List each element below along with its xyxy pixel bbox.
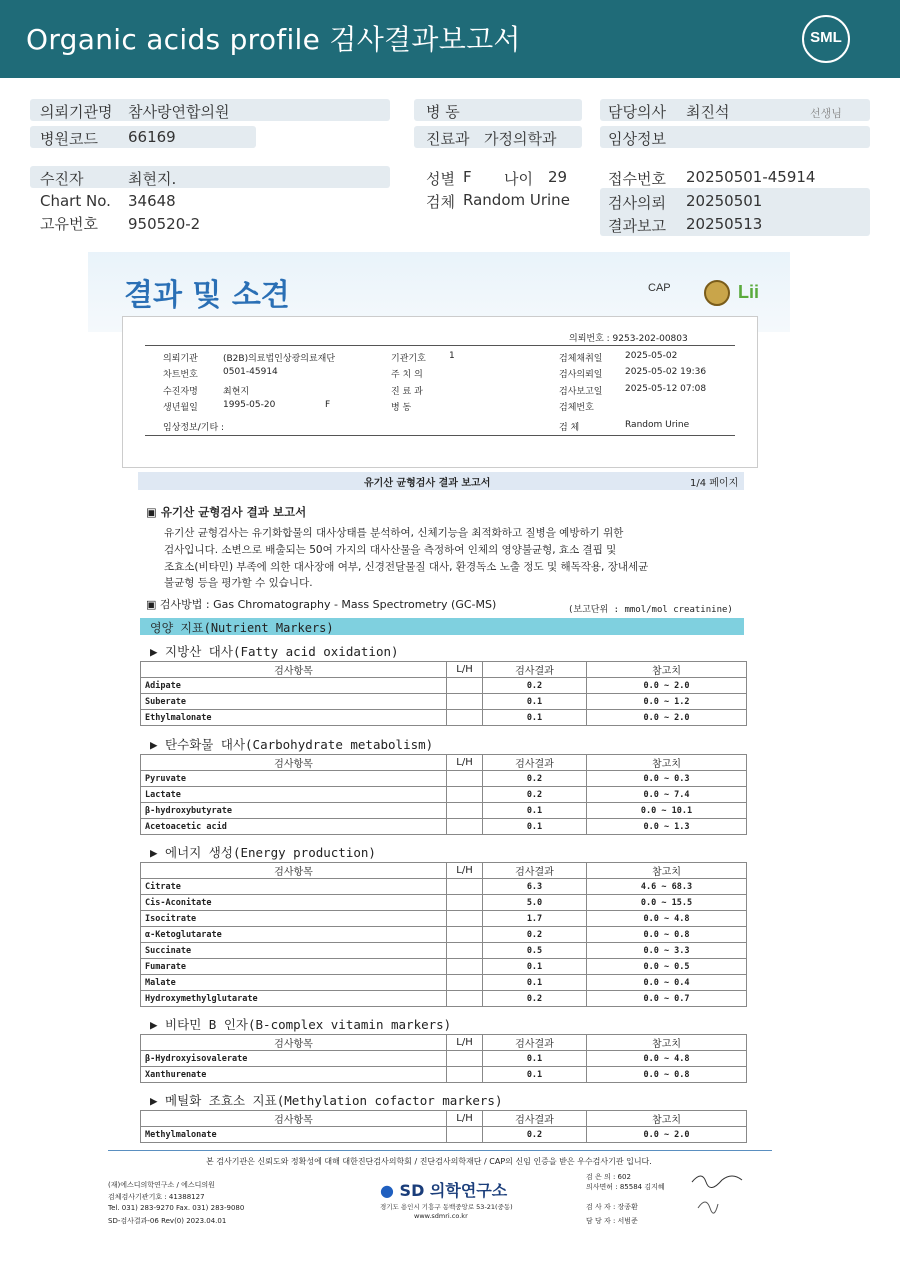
result-value: 0.1: [483, 819, 587, 835]
doctor-label: 담당의사: [608, 103, 666, 121]
reference-range: 0.0 ~ 2.0: [587, 710, 747, 726]
lh-flag: [447, 959, 483, 975]
reference-range: 0.0 ~ 4.8: [587, 911, 747, 927]
lh-flag: [447, 991, 483, 1007]
group-title: ▶ 에너지 생성(Energy production): [150, 845, 376, 860]
doctor-value: 최진석: [686, 103, 730, 121]
lh-flag: [447, 879, 483, 895]
cover-r2-1: 0501-45914: [223, 367, 278, 377]
footer-right: 검 사 자 : 장종환: [586, 1203, 638, 1211]
column-header: 검사결과: [483, 863, 587, 879]
lh-flag: [447, 1127, 483, 1143]
table-row: [141, 991, 747, 1007]
result-value: 0.2: [483, 787, 587, 803]
lh-flag: [447, 787, 483, 803]
table-row: [141, 879, 747, 895]
page-title-bar: [138, 472, 744, 490]
group-title: ▶ 메틸화 조효소 지표(Methylation cofactor markers): [150, 1093, 503, 1108]
reference-range: 0.0 ~ 0.8: [587, 927, 747, 943]
reference-range: 0.0 ~ 10.1: [587, 803, 747, 819]
item-name: Suberate: [141, 694, 447, 710]
age-value: 29: [548, 168, 568, 186]
report-page-title: 유기산 균형검사 결과 보고서: [364, 478, 491, 489]
reference-range: 0.0 ~ 0.3: [587, 771, 747, 787]
lh-flag: [447, 975, 483, 991]
column-header: 검사결과: [483, 662, 587, 678]
table-row: [141, 1051, 747, 1067]
clinical-label: 임상정보: [608, 130, 666, 148]
column-header: L/H: [447, 755, 483, 771]
column-header: L/H: [447, 863, 483, 879]
sex-label: 성별: [426, 170, 455, 188]
unit: (보고단위 : mmol/mol creatinine): [568, 605, 733, 615]
request-label: 검사의뢰: [608, 194, 666, 212]
table-row: [141, 927, 747, 943]
cover-r5-2: Random Urine: [625, 420, 690, 430]
result-value: 0.1: [483, 1067, 587, 1083]
table-row: [141, 975, 747, 991]
cover-line: [145, 345, 735, 346]
cover-r3-5: 2025-05-12 07:08: [625, 384, 707, 394]
result-table: [140, 661, 747, 726]
cover-r5-0: 임상정보/기타 :: [163, 423, 225, 433]
result-table: [140, 754, 747, 835]
result-value: 1.7: [483, 911, 587, 927]
lh-flag: [447, 1067, 483, 1083]
cover-line: [145, 435, 735, 436]
result-value: 0.2: [483, 1127, 587, 1143]
result-value: 0.1: [483, 1051, 587, 1067]
patient-row-bg: [30, 166, 390, 188]
result-value: 0.2: [483, 678, 587, 694]
result-value: 0.1: [483, 710, 587, 726]
cap-logo-icon: CAP: [648, 282, 671, 294]
item-name: Ethylmalonate: [141, 710, 447, 726]
cover-r4-5: 검체번호: [559, 403, 594, 413]
result-value: 0.1: [483, 803, 587, 819]
cover-r4-0: 생년월일: [163, 403, 198, 413]
column-header: L/H: [447, 662, 483, 678]
column-header: 검사항목: [141, 662, 447, 678]
group-title: ▶ 비타민 B 인자(B-complex vitamin markers): [150, 1017, 452, 1032]
patient-label: 수진자: [40, 170, 84, 188]
cover-r5-1: 검 체: [559, 423, 580, 433]
sex-value: F: [463, 168, 472, 186]
cover-r1-1: (B2B)의료법인상광의료재단: [223, 354, 336, 364]
table-row: [141, 710, 747, 726]
table-row: [141, 911, 747, 927]
result-value: 0.1: [483, 959, 587, 975]
cover-r1-3: 1: [449, 351, 455, 361]
chart-label: Chart No.: [40, 192, 111, 210]
result-value: 0.2: [483, 927, 587, 943]
lh-flag: [447, 803, 483, 819]
column-header: 참고치: [587, 1111, 747, 1127]
column-header: 검사결과: [483, 755, 587, 771]
lh-flag: [447, 694, 483, 710]
lh-flag: [447, 927, 483, 943]
cover-r3-4: 검사보고일: [559, 387, 603, 397]
result-table: [140, 1110, 747, 1143]
group-title: ▶ 지방산 대사(Fatty acid oxidation): [150, 644, 399, 659]
column-header: 참고치: [587, 755, 747, 771]
request-value: 20250501: [686, 192, 763, 210]
intro-line: 검사입니다. 소변으로 배출되는 50여 가지의 대사산물을 측정하여 인체의 영양불균형, 효소 결핍 및: [164, 544, 617, 556]
table-row: [141, 895, 747, 911]
receipt-value: 20250501-45914: [686, 168, 816, 186]
specimen-label: 검체: [426, 193, 455, 211]
footer-right: 검 은 의 : 602: [586, 1173, 631, 1181]
footer-left: Tel. 031) 283-9270 Fax. 031) 283-9080: [108, 1204, 245, 1212]
institution-value: 참사랑연합의원: [128, 103, 230, 121]
logo-text: SML: [810, 29, 842, 46]
lh-flag: [447, 771, 483, 787]
cover-r3-1: 최현지: [223, 387, 250, 397]
section-nutrient: 영양 지표(Nutrient Markers): [140, 618, 744, 635]
item-name: α-Ketoglutarate: [141, 927, 447, 943]
cover-info-box: [122, 316, 758, 468]
report-image: [88, 252, 790, 1264]
reference-range: 0.0 ~ 0.8: [587, 1067, 747, 1083]
column-header: 참고치: [587, 863, 747, 879]
method: ▣ 검사방법 : Gas Chromatography - Mass Spectrometry (GC-MS): [146, 598, 497, 611]
column-header: 검사항목: [141, 1111, 447, 1127]
result-value: 5.0: [483, 895, 587, 911]
cover-r1-2: 기관기호: [391, 354, 426, 364]
reference-range: 0.0 ~ 3.3: [587, 943, 747, 959]
table-row: [141, 771, 747, 787]
cover-r2-4: 검사의뢰일: [559, 370, 603, 380]
result-value: 0.2: [483, 991, 587, 1007]
dept-label: 진료과: [426, 130, 470, 148]
column-header: 참고치: [587, 662, 747, 678]
table-row: [141, 787, 747, 803]
column-header: 검사항목: [141, 1035, 447, 1051]
column-header: 검사항목: [141, 863, 447, 879]
result-table: [140, 1034, 747, 1083]
hospital-code-value: 66169: [128, 128, 176, 146]
footer-right: 의사면허 : 85584 김지혜: [586, 1183, 665, 1191]
reference-range: 0.0 ~ 0.7: [587, 991, 747, 1007]
item-name: Xanthurenate: [141, 1067, 447, 1083]
intro-line: 불균형 등을 평가할 수 있습니다.: [164, 577, 313, 589]
reference-range: 0.0 ~ 2.0: [587, 1127, 747, 1143]
sml-logo-icon: [802, 15, 850, 63]
report-label: 결과보고: [608, 217, 666, 235]
column-header: 검사결과: [483, 1035, 587, 1051]
signature-icon: [688, 1168, 748, 1218]
table-row: [141, 678, 747, 694]
footer-web: www.sdmri.co.kr: [414, 1212, 468, 1220]
footer-left: 검체검사기관기호 : 41388127: [108, 1193, 205, 1201]
result-value: 0.1: [483, 694, 587, 710]
lab-logo-icon: Lii: [738, 282, 759, 302]
hospital-code-label: 병원코드: [40, 130, 98, 148]
table-row: [141, 959, 747, 975]
uid-value: 950520-2: [128, 215, 201, 233]
cover-r1-4: 검체채취일: [559, 354, 603, 364]
reference-range: 0.0 ~ 15.5: [587, 895, 747, 911]
cover-r4-2: F: [325, 400, 331, 410]
cover-r2-0: 차트번호: [163, 370, 198, 380]
item-name: Hydroxymethylglutarate: [141, 991, 447, 1007]
item-name: Acetoacetic acid: [141, 819, 447, 835]
reference-range: 4.6 ~ 68.3: [587, 879, 747, 895]
reference-range: 0.0 ~ 1.3: [587, 819, 747, 835]
footer-right: 담 당 자 : 서범준: [586, 1217, 638, 1225]
brand-text: SD 의학연구소: [399, 1181, 508, 1200]
ward-label: 병 동: [426, 103, 460, 121]
lh-flag: [447, 895, 483, 911]
age-label: 나이: [504, 170, 533, 188]
intro-line: 유기산 균형검사는 유기화합물의 대사상태를 분석하여, 신체기능을 최적화하고 질병을 예방하기 위한: [164, 527, 624, 539]
reference-range: 0.0 ~ 0.4: [587, 975, 747, 991]
dept-value: 가정의학과: [484, 130, 557, 148]
footer-left: (재)에스디의학연구소 / 에스디의원: [108, 1181, 215, 1189]
reference-range: 0.0 ~ 1.2: [587, 694, 747, 710]
table-row: [141, 943, 747, 959]
column-header: L/H: [447, 1111, 483, 1127]
uid-label: 고유번호: [40, 215, 98, 233]
footer-notice: 본 검사기관은 신뢰도와 정확성에 대해 대한진단검사의학회 / 진단검사의학재단 / CAP의 신임 인증을 받은 우수검사기관 입니다.: [206, 1157, 652, 1166]
item-name: Methylmalonate: [141, 1127, 447, 1143]
cover-r3-2: 진 료 과: [391, 387, 423, 397]
result-value: 0.2: [483, 771, 587, 787]
header-bar: [0, 0, 900, 78]
cover-r4-3: 병 동: [391, 403, 412, 413]
report-value: 20250513: [686, 215, 763, 233]
cover-r2-2: 주 치 의: [391, 370, 423, 380]
table-row: [141, 1127, 747, 1143]
lh-flag: [447, 710, 483, 726]
column-header: L/H: [447, 1035, 483, 1051]
table-row: [141, 1067, 747, 1083]
lh-flag: [447, 1051, 483, 1067]
cover-r2-5: 2025-05-02 19:36: [625, 367, 707, 377]
page-number: 1/4 페이지: [690, 478, 739, 489]
result-value: 0.5: [483, 943, 587, 959]
reference-range: 0.0 ~ 0.5: [587, 959, 747, 975]
report-heading: 결과 및 소견: [124, 278, 290, 313]
lh-flag: [447, 943, 483, 959]
reference-range: 0.0 ~ 4.8: [587, 1051, 747, 1067]
item-name: Succinate: [141, 943, 447, 959]
column-header: 검사결과: [483, 1111, 587, 1127]
lh-flag: [447, 819, 483, 835]
table-row: [141, 694, 747, 710]
item-name: Adipate: [141, 678, 447, 694]
cover-r1-5: 2025-05-02: [625, 351, 678, 361]
item-name: Lactate: [141, 787, 447, 803]
sd-brand: [380, 1178, 540, 1201]
cover-r1-0: 의뢰기관: [163, 354, 198, 364]
patient-value: 최현지.: [128, 170, 177, 188]
item-name: Citrate: [141, 879, 447, 895]
item-name: Isocitrate: [141, 911, 447, 927]
cover-req-no: 의뢰번호 : 9253-202-00803: [569, 334, 688, 344]
intro-line: 조효소(비타민) 부족에 의한 대사장애 여부, 신경전달물질 대사, 환경독소 노출 정도 및 해독작용, 장내세균: [164, 561, 649, 573]
cover-r4-1: 1995-05-20: [223, 400, 276, 410]
table-row: [141, 819, 747, 835]
page-title: Organic acids profile 검사결과보고서: [26, 23, 521, 56]
specimen-value: Random Urine: [463, 191, 570, 209]
item-name: β-Hydroxyisovalerate: [141, 1051, 447, 1067]
lh-flag: [447, 678, 483, 694]
sd-logo-icon: ●: [380, 1181, 394, 1200]
intro-title: ▣ 유기산 균형검사 결과 보고서: [146, 505, 307, 519]
column-header: 검사항목: [141, 755, 447, 771]
reference-range: 0.0 ~ 7.4: [587, 787, 747, 803]
cover-r3-0: 수진자명: [163, 387, 198, 397]
seal-icon: [704, 280, 730, 306]
item-name: Cis-Aconitate: [141, 895, 447, 911]
group-title: ▶ 탄수화물 대사(Carbohydrate metabolism): [150, 737, 434, 752]
table-row: [141, 803, 747, 819]
institution-label: 의뢰기관명: [40, 103, 113, 121]
footer-addr: 경기도 용인시 기흥구 동백중앙로 53-21(중동): [380, 1203, 513, 1211]
item-name: Fumarate: [141, 959, 447, 975]
reference-range: 0.0 ~ 2.0: [587, 678, 747, 694]
result-value: 6.3: [483, 879, 587, 895]
doctor-suffix: 선생님: [810, 107, 842, 120]
item-name: Malate: [141, 975, 447, 991]
chart-value: 34648: [128, 192, 176, 210]
footer-line: [108, 1150, 772, 1151]
result-value: 0.1: [483, 975, 587, 991]
column-header: 참고치: [587, 1035, 747, 1051]
result-table: [140, 862, 747, 1007]
item-name: Pyruvate: [141, 771, 447, 787]
item-name: β-hydroxybutyrate: [141, 803, 447, 819]
receipt-label: 접수번호: [608, 170, 666, 188]
lh-flag: [447, 911, 483, 927]
footer-left: SD-검사결과-06 Rev(0) 2023.04.01: [108, 1217, 227, 1225]
